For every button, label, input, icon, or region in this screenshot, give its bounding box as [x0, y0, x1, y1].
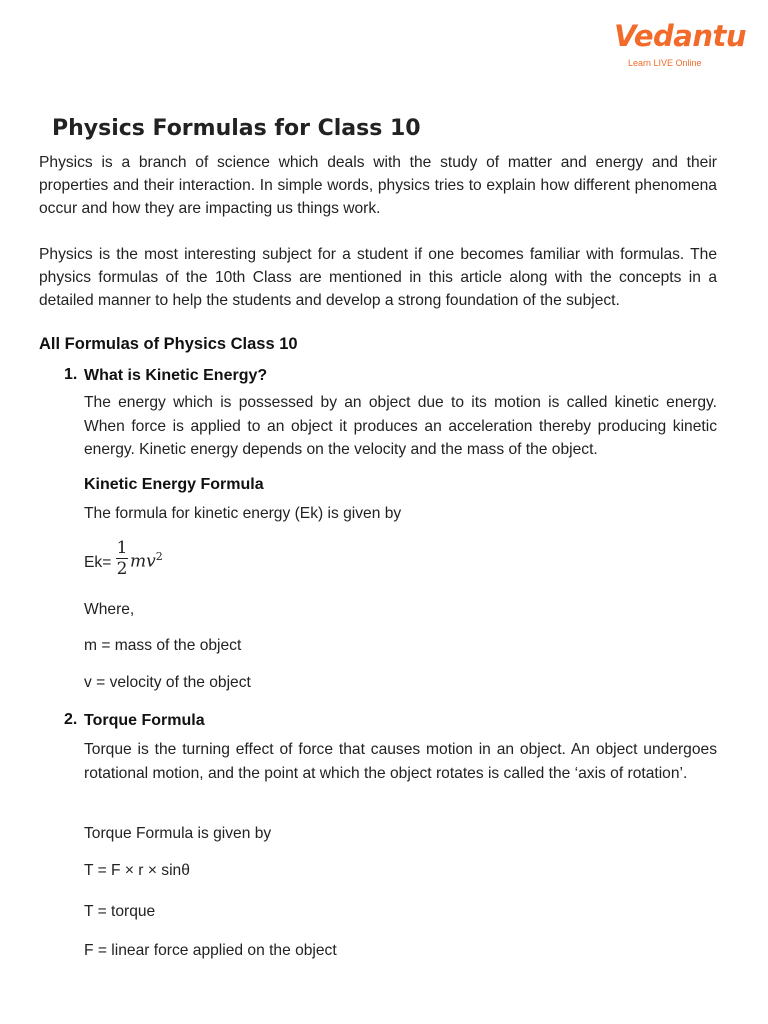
intro-paragraph-2: Physics is the most interesting subject for a student if one becomes familiar with formulas. The physics formulas of the 10th Class are mentioned in this article along with the concepts in a detailed manner to help the students and develop a strong foundation of the subject.	[39, 246, 717, 309]
formula-numerator: 1	[116, 538, 128, 558]
item-1-where: Where,	[84, 601, 135, 618]
item-2-definition-torque: T = torque	[84, 903, 156, 920]
item-1-definition-velocity: v = velocity of the object	[84, 674, 251, 691]
logo-wordmark: Vedantu	[614, 19, 746, 53]
item-1-formula-intro: The formula for kinetic energy (Ek) is given by	[84, 505, 402, 522]
page-title: Physics Formulas for Class 10	[52, 116, 421, 141]
item-2-definition-force: F = linear force applied on the object	[84, 942, 337, 959]
formula-rhs-base: mv	[130, 551, 156, 572]
item-1-subheading: Kinetic Energy Formula	[84, 476, 264, 493]
formula-exponent: 2	[155, 550, 163, 563]
logo-tagline: Learn LIVE Online	[628, 58, 702, 68]
vedantu-logo	[614, 19, 746, 68]
formula-denominator: 2	[116, 559, 128, 579]
item-2-description: Torque is the turning effect of force that causes motion in an object. An object undergoes rotational motion, and the point at which the object rotates is called the ‘axis of rotation’.	[84, 741, 717, 782]
item-1-definition-mass: m = mass of the object	[84, 637, 242, 654]
item-1-number: 1.	[64, 366, 78, 383]
item-2-formula-intro: Torque Formula is given by	[84, 825, 272, 842]
torque-formula: T = F × r × sinθ	[84, 862, 190, 879]
intro-paragraph-1: Physics is a branch of science which deals with the study of matter and energy and their properties and their interaction. In simple words, physics tries to explain how different phenomena occur and how they are impacting us things work.	[39, 154, 717, 217]
formula-rhs	[130, 550, 163, 572]
formula-fraction	[116, 538, 128, 579]
item-1-heading: What is Kinetic Energy?	[84, 367, 268, 384]
formula-lhs: Ek=	[84, 554, 112, 571]
item-2-number: 2.	[64, 711, 78, 728]
section-heading: All Formulas of Physics Class 10	[39, 335, 298, 353]
item-2-heading: Torque Formula	[84, 712, 205, 729]
item-1-description: The energy which is possessed by an object due to its motion is called kinetic energy. When force is applied to an object it produces an acceleration thereby producing kinetic energy. Kinetic energy depends on the velocity and the mass of the object.	[84, 394, 717, 458]
